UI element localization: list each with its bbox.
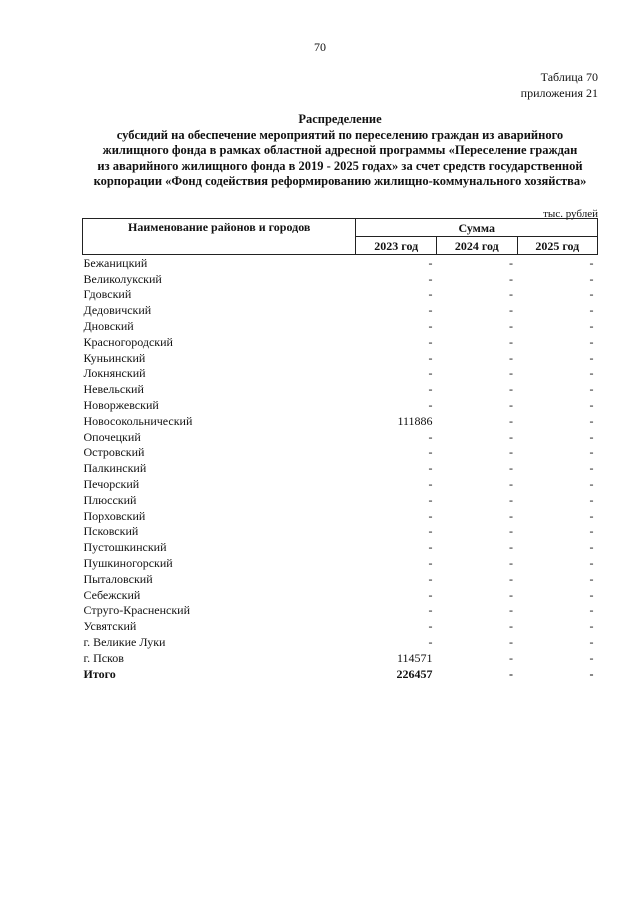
value-2023-cell: - (428, 334, 433, 349)
table-row (83, 397, 598, 413)
value-2023-cell: - (428, 524, 433, 539)
table-row (83, 255, 598, 271)
value-2024-cell: - (509, 587, 514, 602)
total-row (83, 666, 598, 682)
district-name-cell: Плюсский (83, 492, 137, 507)
district-name-cell: Усвятский (83, 619, 137, 634)
table-row (83, 445, 598, 461)
title-line-4: корпорации «Фонд содействия реформированию жилищно-коммунального хозяйства» (93, 174, 587, 188)
table-row (83, 366, 598, 382)
table-row (83, 413, 598, 429)
district-name-cell: Новоржевский (83, 397, 159, 412)
value-2023-cell: - (428, 603, 433, 618)
value-2024-cell: - (509, 619, 514, 634)
header-name: Наименование районов и городов (83, 219, 356, 255)
value-2024-cell: - (509, 318, 514, 333)
value-2023-cell: - (428, 255, 433, 270)
table-row (83, 587, 598, 603)
district-name-cell: Невельский (83, 382, 144, 397)
district-name-cell: Печорский (83, 476, 140, 491)
table-row (83, 618, 598, 634)
table-row (83, 334, 598, 350)
header-year-2025: 2025 год (517, 237, 597, 255)
value-2024-cell: - (509, 666, 514, 681)
district-name-cell: Псковский (83, 524, 139, 539)
value-2024-cell: - (509, 271, 514, 286)
table-row (83, 571, 598, 587)
value-2025-cell: - (589, 571, 594, 586)
table-row (83, 318, 598, 334)
district-name-cell: Гдовский (83, 287, 132, 302)
district-name-cell: Бежаницкий (83, 255, 148, 270)
value-2025-cell: - (589, 587, 594, 602)
value-2025-cell: - (589, 555, 594, 570)
district-name-cell: Островский (83, 445, 145, 460)
header-sum: Сумма (356, 219, 598, 237)
district-name-cell: Себежский (83, 587, 141, 602)
district-name-cell: Порховский (83, 508, 146, 523)
value-2023-cell: 226457 (396, 666, 433, 681)
value-2024-cell: - (509, 445, 514, 460)
value-2023-cell: - (428, 318, 433, 333)
value-2025-cell: - (589, 492, 594, 507)
table-row (83, 271, 598, 287)
district-name-cell: Великолукский (83, 271, 162, 286)
table-body (83, 255, 598, 682)
title-line-1: субсидий на обеспечение мероприятий по переселению граждан из аварийного (116, 127, 564, 142)
value-2023-cell: 114571 (396, 650, 433, 665)
value-2025-cell: - (589, 445, 594, 460)
district-name-cell: Красногородский (83, 334, 173, 349)
table-row (83, 350, 598, 366)
title-heading: Распределение (298, 112, 382, 126)
value-2025-cell: - (589, 540, 594, 555)
value-2024-cell: - (509, 508, 514, 523)
value-2023-cell: - (428, 461, 433, 476)
district-name-cell: Дновский (83, 318, 134, 333)
value-2025-cell: - (589, 634, 594, 649)
value-2024-cell: - (509, 287, 514, 302)
table-row (83, 460, 598, 476)
value-2025-cell: - (589, 650, 594, 665)
value-2025-cell: - (589, 666, 594, 681)
value-2025-cell: - (589, 429, 594, 444)
value-2024-cell: - (509, 366, 514, 381)
value-2023-cell: - (428, 508, 433, 523)
district-name-cell: Пыталовский (83, 571, 153, 586)
district-name-cell: Опочецкий (83, 429, 141, 444)
value-2025-cell: - (589, 619, 594, 634)
value-2025-cell: - (589, 318, 594, 333)
value-2023-cell: - (428, 476, 433, 491)
value-2023-cell: 111886 (397, 413, 433, 428)
table-header (83, 219, 598, 255)
district-name-cell: Новосокольнический (83, 413, 193, 428)
district-name-cell: Пушкиногорский (83, 555, 173, 570)
distribution-table (82, 218, 598, 682)
value-2023-cell: - (428, 445, 433, 460)
value-2024-cell: - (509, 303, 514, 318)
value-2023-cell: - (428, 634, 433, 649)
value-2025-cell: - (589, 350, 594, 365)
value-2025-cell: - (589, 287, 594, 302)
table-row (83, 429, 598, 445)
value-2024-cell: - (509, 413, 514, 428)
value-2025-cell: - (589, 508, 594, 523)
table-row (83, 287, 598, 303)
value-2024-cell: - (509, 429, 514, 444)
table-row (83, 524, 598, 540)
table-row (83, 492, 598, 508)
title-line-2: жилищного фонда в рамках областной адресной программы «Переселение граждан (102, 143, 578, 157)
value-2023-cell: - (428, 587, 433, 602)
value-2025-cell: - (589, 603, 594, 618)
table-row (83, 381, 598, 397)
value-2024-cell: - (509, 650, 514, 665)
table-row (83, 302, 598, 318)
value-2025-cell: - (589, 476, 594, 491)
value-2025-cell: - (589, 461, 594, 476)
district-name-cell: г. Псков (83, 650, 124, 665)
table-row (83, 650, 598, 666)
district-name-cell: Палкинский (83, 461, 147, 476)
table-reference (521, 69, 598, 101)
unit-label: тыс. рублей (543, 208, 598, 220)
value-2025-cell: - (589, 366, 594, 381)
value-2024-cell: - (509, 555, 514, 570)
header-year-2024: 2024 год (437, 237, 517, 255)
value-2023-cell: - (428, 619, 433, 634)
value-2023-cell: - (428, 382, 433, 397)
value-2025-cell: - (589, 271, 594, 286)
value-2023-cell: - (428, 492, 433, 507)
table-ref-line-1: Таблица 70 (540, 70, 598, 84)
table-row (83, 476, 598, 492)
value-2024-cell: - (509, 350, 514, 365)
table-row (83, 539, 598, 555)
value-2023-cell: - (428, 397, 433, 412)
table-ref-line-2: приложения 21 (520, 86, 598, 100)
value-2025-cell: - (589, 334, 594, 349)
value-2025-cell: - (589, 255, 594, 270)
value-2024-cell: - (509, 382, 514, 397)
value-2025-cell: - (589, 397, 594, 412)
district-name-cell: Итого (83, 666, 116, 681)
value-2023-cell: - (428, 366, 433, 381)
value-2024-cell: - (509, 540, 514, 555)
value-2025-cell: - (589, 303, 594, 318)
value-2023-cell: - (428, 429, 433, 444)
value-2024-cell: - (509, 571, 514, 586)
value-2023-cell: - (428, 571, 433, 586)
value-2025-cell: - (589, 413, 594, 428)
district-name-cell: Струго-Красненский (83, 603, 191, 618)
page-number: 70 (314, 40, 326, 54)
header-year-2023: 2023 год (356, 237, 437, 255)
value-2023-cell: - (428, 287, 433, 302)
table-row (83, 634, 598, 650)
district-name-cell: г. Великие Луки (83, 634, 166, 649)
value-2023-cell: - (428, 540, 433, 555)
value-2024-cell: - (509, 334, 514, 349)
value-2024-cell: - (509, 492, 514, 507)
value-2025-cell: - (589, 382, 594, 397)
table-row (83, 508, 598, 524)
value-2025-cell: - (589, 524, 594, 539)
value-2023-cell: - (428, 303, 433, 318)
value-2024-cell: - (509, 524, 514, 539)
district-name-cell: Дедовичский (83, 303, 152, 318)
district-name-cell: Пустошкинский (83, 540, 167, 555)
value-2024-cell: - (509, 461, 514, 476)
value-2023-cell: - (428, 350, 433, 365)
table-row (83, 603, 598, 619)
document-title (80, 112, 600, 190)
title-line-3: из аварийного жилищного фонда в 2019 - 2025 годах» за счет средств государственной (97, 158, 583, 173)
table-row (83, 555, 598, 571)
value-2024-cell: - (509, 476, 514, 491)
value-2024-cell: - (509, 255, 514, 270)
district-name-cell: Локнянский (83, 366, 146, 381)
value-2024-cell: - (509, 634, 514, 649)
value-2023-cell: - (428, 271, 433, 286)
value-2024-cell: - (509, 603, 514, 618)
value-2024-cell: - (509, 397, 514, 412)
value-2023-cell: - (428, 555, 433, 570)
district-name-cell: Куньинский (83, 350, 146, 365)
